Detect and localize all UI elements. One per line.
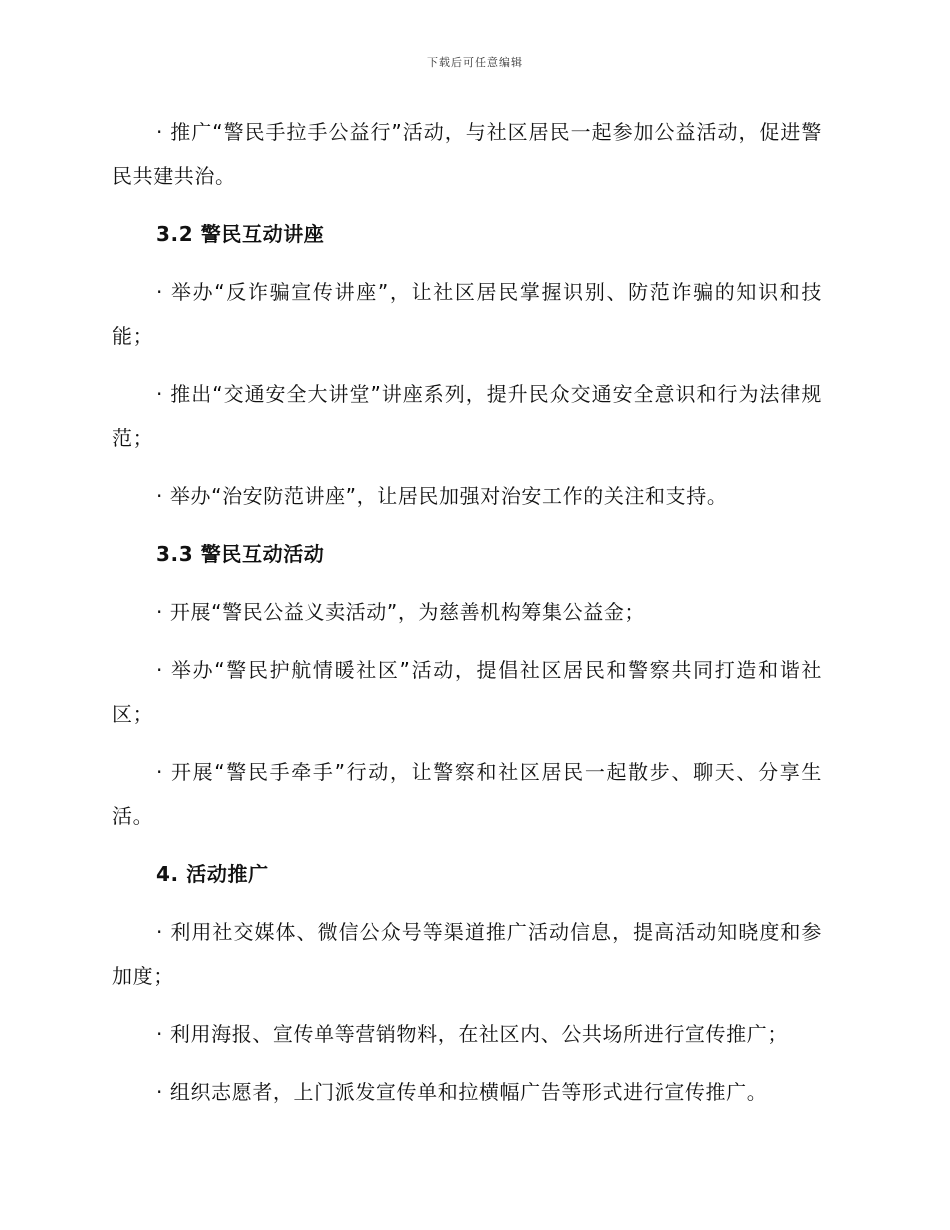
bullet-paragraph: · 利用海报、宣传单等营销物料，在社区内、公共场所进行宣传推广；	[156, 1022, 788, 1046]
bullet-paragraph: · 举办“治安防范讲座”，让居民加强对治安工作的关注和支持。	[156, 484, 728, 508]
bullet-paragraph: · 开展“警民公益义卖活动”，为慈善机构筹集公益金；	[156, 600, 646, 624]
bullet-paragraph: · 举办“警民护航情暖社区”活动，提倡社区居民和警察共同打造和谐社区；	[112, 658, 822, 726]
bullet-paragraph: · 开展“警民手牵手”行动，让警察和社区居民一起散步、聊天、分享生活。	[112, 760, 822, 828]
header-note: 下载后可任意编辑	[427, 56, 523, 69]
bullet-paragraph: · 组织志愿者，上门派发宣传单和拉横幅广告等形式进行宣传推广。	[156, 1080, 768, 1104]
bullet-paragraph: · 举办“反诈骗宣传讲座”，让社区居民掌握识别、防范诈骗的知识和技能；	[112, 280, 822, 348]
section-heading: 3.2 警民互动讲座	[156, 222, 325, 246]
document-body	[112, 110, 822, 1128]
bullet-paragraph: · 利用社交媒体、微信公众号等渠道推广活动信息，提高活动知晓度和参加度；	[112, 920, 822, 988]
bullet-paragraph: · 推出“交通安全大讲堂”讲座系列，提升民众交通安全意识和行为法律规范；	[112, 382, 822, 450]
section-heading: 3.3 警民互动活动	[156, 542, 325, 566]
bullet-paragraph: · 推广“警民手拉手公益行”活动，与社区居民一起参加公益活动，促进警民共建共治。	[112, 120, 822, 188]
section-heading: 4. 活动推广	[156, 862, 269, 886]
